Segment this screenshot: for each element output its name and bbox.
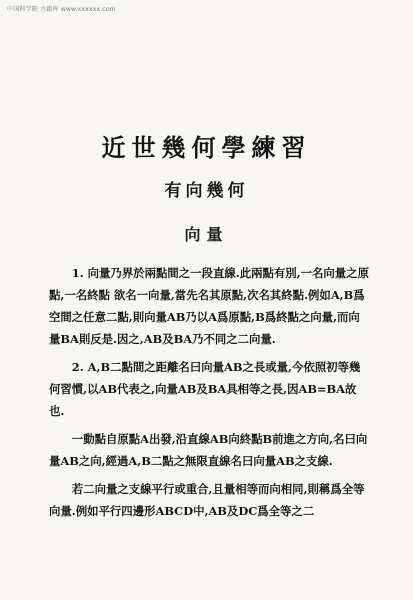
paragraph-4: 若二向量之支線平行或重合,且量相等而向相同,則稱爲全等向量.例如平行四邊形ABCD中,AB及DC爲全等之二 xyxy=(49,482,365,518)
paragraph-3: 一動點自原點A出發,沿直線AB向終點B前進之方向,名曰向量AB之向,經過A,B二點之無限直線名曰向量AB之支線. xyxy=(49,432,368,468)
chapter-subtitle: 有向幾何 xyxy=(164,181,249,201)
body-text xyxy=(49,262,371,528)
paragraph-1: 1. 向量乃界於兩點間之一段直線.此兩點有別,一名向量之原點,一名終點 欲名一向量,當先名其原點,次名其終點.例如A,B爲空間之任意二點,則向量AB乃以A爲原點,B爲終點之向量,而向量BA則反是.因之,AB及BA乃不同之二向量. xyxy=(49,266,369,346)
paragraph-2: 2. A,B二點間之距離名曰向量AB之長或量,今依照初等幾何習慣,以AB代表之,向量AB及BA具相等之長,因AB=BA故也. xyxy=(49,360,361,418)
section-heading: 向量 xyxy=(184,225,229,244)
watermark: 中国科学院 古籍库 www.xxxxxx.com xyxy=(7,6,116,13)
page-title: 近世幾何學練習 xyxy=(101,133,312,162)
